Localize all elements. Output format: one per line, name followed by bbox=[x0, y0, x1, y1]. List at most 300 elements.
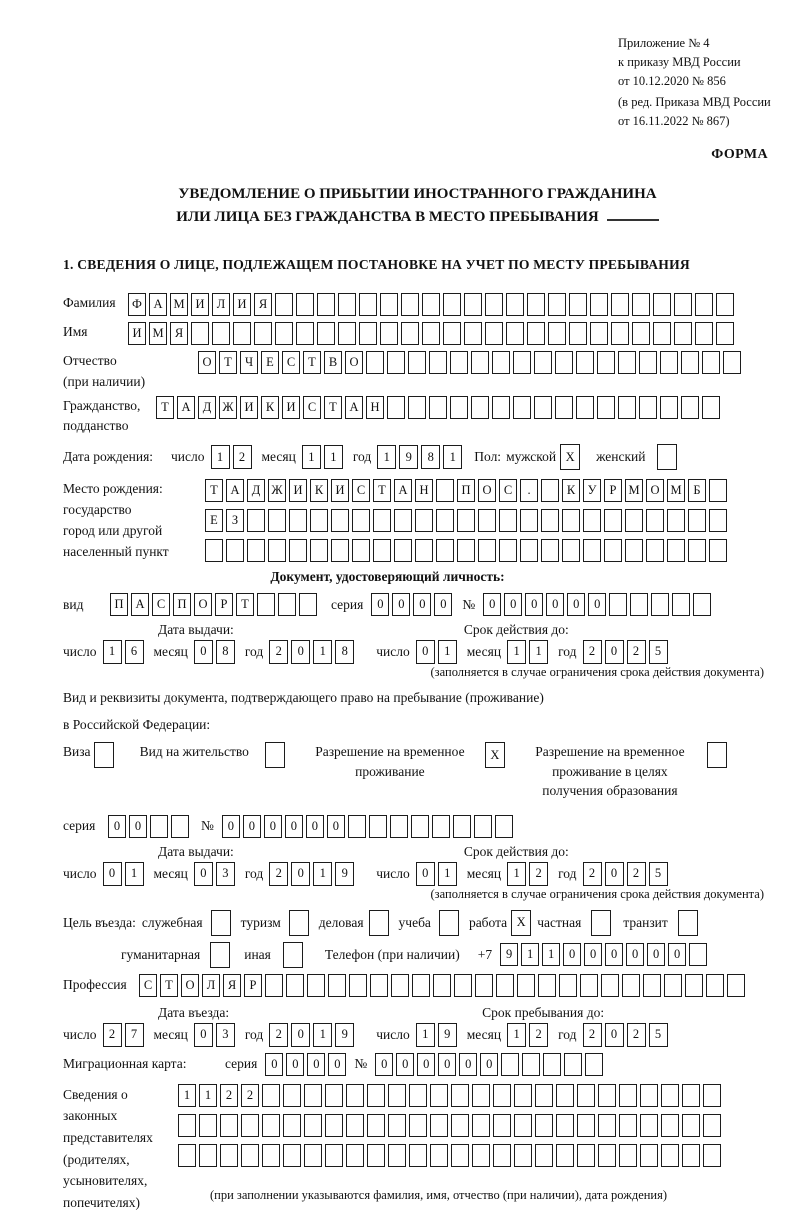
form-cell[interactable] bbox=[639, 351, 657, 374]
form-cell[interactable] bbox=[241, 1144, 259, 1167]
form-cell[interactable] bbox=[492, 396, 510, 419]
form-cell[interactable] bbox=[630, 593, 648, 616]
form-cell[interactable] bbox=[275, 293, 293, 316]
form-cell[interactable] bbox=[667, 539, 685, 562]
form-cell[interactable]: 0 bbox=[588, 593, 606, 616]
form-cell[interactable] bbox=[685, 974, 703, 997]
form-cell[interactable] bbox=[562, 539, 580, 562]
form-cell[interactable] bbox=[598, 1114, 616, 1137]
form-cell[interactable]: М bbox=[667, 479, 685, 502]
form-cell[interactable] bbox=[247, 509, 265, 532]
form-cell[interactable] bbox=[559, 974, 577, 997]
form-cell[interactable] bbox=[388, 1084, 406, 1107]
date-cell[interactable]: 1 bbox=[443, 445, 462, 469]
date-cell[interactable]: 0 bbox=[194, 640, 213, 664]
form-cell[interactable] bbox=[331, 509, 349, 532]
form-cell[interactable] bbox=[409, 1114, 427, 1137]
form-cell[interactable] bbox=[325, 1084, 343, 1107]
form-cell[interactable]: Н bbox=[366, 396, 384, 419]
form-cell[interactable] bbox=[564, 1053, 582, 1076]
date-cell[interactable]: 2 bbox=[269, 1023, 288, 1047]
form-cell[interactable]: О bbox=[198, 351, 216, 374]
form-cell[interactable]: З bbox=[226, 509, 244, 532]
form-cell[interactable] bbox=[359, 293, 377, 316]
date-cell[interactable]: 1 bbox=[313, 640, 332, 664]
form-cell[interactable]: С bbox=[499, 479, 517, 502]
form-cell[interactable]: Я bbox=[254, 293, 272, 316]
form-cell[interactable] bbox=[703, 1114, 721, 1137]
form-cell[interactable] bbox=[262, 1084, 280, 1107]
date-cell[interactable]: 2 bbox=[269, 640, 288, 664]
date-cell[interactable]: 0 bbox=[416, 862, 435, 886]
form-cell[interactable]: 2 bbox=[220, 1084, 238, 1107]
form-cell[interactable]: 1 bbox=[521, 943, 539, 966]
date-cell[interactable]: 2 bbox=[233, 445, 252, 469]
form-cell[interactable] bbox=[369, 815, 387, 838]
form-cell[interactable]: У bbox=[583, 479, 601, 502]
form-cell[interactable] bbox=[527, 322, 545, 345]
form-cell[interactable] bbox=[527, 293, 545, 316]
form-cell[interactable]: Ж bbox=[268, 479, 286, 502]
form-cell[interactable] bbox=[268, 509, 286, 532]
form-cell[interactable]: 0 bbox=[480, 1053, 498, 1076]
form-cell[interactable] bbox=[436, 479, 454, 502]
form-cell[interactable] bbox=[401, 293, 419, 316]
form-cell[interactable] bbox=[457, 539, 475, 562]
form-cell[interactable] bbox=[409, 1144, 427, 1167]
form-cell[interactable] bbox=[436, 539, 454, 562]
form-cell[interactable]: Е bbox=[261, 351, 279, 374]
date-cell[interactable]: 0 bbox=[605, 1023, 624, 1047]
date-cell[interactable]: 1 bbox=[103, 640, 122, 664]
form-cell[interactable] bbox=[349, 974, 367, 997]
date-cell[interactable]: 0 bbox=[291, 1023, 310, 1047]
form-cell[interactable]: 0 bbox=[459, 1053, 477, 1076]
form-cell[interactable] bbox=[496, 974, 514, 997]
form-cell[interactable]: Т bbox=[219, 351, 237, 374]
form-cell[interactable] bbox=[328, 974, 346, 997]
form-cell[interactable] bbox=[317, 322, 335, 345]
form-cell[interactable] bbox=[702, 351, 720, 374]
form-cell[interactable]: 0 bbox=[243, 815, 261, 838]
form-cell[interactable] bbox=[653, 293, 671, 316]
form-cell[interactable] bbox=[430, 1144, 448, 1167]
form-cell[interactable] bbox=[682, 1084, 700, 1107]
form-cell[interactable]: 0 bbox=[396, 1053, 414, 1076]
form-cell[interactable] bbox=[283, 1144, 301, 1167]
checkbox-cell[interactable] bbox=[439, 910, 459, 936]
form-cell[interactable] bbox=[283, 1084, 301, 1107]
form-cell[interactable]: А bbox=[345, 396, 363, 419]
date-cell[interactable]: 1 bbox=[211, 445, 230, 469]
form-cell[interactable] bbox=[660, 351, 678, 374]
form-cell[interactable]: 0 bbox=[129, 815, 147, 838]
form-cell[interactable] bbox=[394, 509, 412, 532]
form-cell[interactable] bbox=[622, 974, 640, 997]
form-cell[interactable] bbox=[367, 1144, 385, 1167]
form-cell[interactable]: Т bbox=[156, 396, 174, 419]
form-cell[interactable] bbox=[556, 1144, 574, 1167]
form-cell[interactable] bbox=[443, 322, 461, 345]
form-cell[interactable] bbox=[471, 351, 489, 374]
form-cell[interactable] bbox=[619, 1114, 637, 1137]
form-cell[interactable] bbox=[299, 593, 317, 616]
form-cell[interactable] bbox=[514, 1084, 532, 1107]
form-cell[interactable] bbox=[535, 1084, 553, 1107]
form-cell[interactable] bbox=[436, 509, 454, 532]
form-cell[interactable]: 0 bbox=[375, 1053, 393, 1076]
form-cell[interactable]: 0 bbox=[438, 1053, 456, 1076]
form-cell[interactable] bbox=[695, 322, 713, 345]
form-cell[interactable] bbox=[493, 1144, 511, 1167]
form-cell[interactable] bbox=[411, 815, 429, 838]
form-cell[interactable] bbox=[241, 1114, 259, 1137]
form-cell[interactable]: 0 bbox=[307, 1053, 325, 1076]
form-cell[interactable]: Л bbox=[202, 974, 220, 997]
form-cell[interactable] bbox=[576, 396, 594, 419]
form-cell[interactable]: 2 bbox=[241, 1084, 259, 1107]
form-cell[interactable]: 0 bbox=[647, 943, 665, 966]
form-cell[interactable]: 9 bbox=[500, 943, 518, 966]
form-cell[interactable]: И bbox=[191, 293, 209, 316]
form-cell[interactable] bbox=[296, 293, 314, 316]
checkbox-cell[interactable] bbox=[94, 742, 114, 768]
form-cell[interactable] bbox=[632, 293, 650, 316]
form-cell[interactable] bbox=[199, 1114, 217, 1137]
form-cell[interactable] bbox=[562, 509, 580, 532]
form-cell[interactable] bbox=[672, 593, 690, 616]
form-cell[interactable]: С bbox=[303, 396, 321, 419]
form-cell[interactable] bbox=[451, 1084, 469, 1107]
form-cell[interactable]: И bbox=[282, 396, 300, 419]
form-cell[interactable] bbox=[555, 351, 573, 374]
form-cell[interactable] bbox=[268, 539, 286, 562]
form-cell[interactable] bbox=[412, 974, 430, 997]
form-cell[interactable] bbox=[352, 509, 370, 532]
form-cell[interactable] bbox=[598, 1144, 616, 1167]
form-cell[interactable] bbox=[199, 1144, 217, 1167]
form-cell[interactable] bbox=[625, 509, 643, 532]
form-cell[interactable] bbox=[388, 1114, 406, 1137]
form-cell[interactable] bbox=[664, 974, 682, 997]
form-cell[interactable] bbox=[310, 539, 328, 562]
form-cell[interactable] bbox=[178, 1114, 196, 1137]
form-cell[interactable] bbox=[695, 293, 713, 316]
form-cell[interactable] bbox=[220, 1114, 238, 1137]
form-cell[interactable] bbox=[499, 509, 517, 532]
form-cell[interactable] bbox=[485, 293, 503, 316]
form-cell[interactable] bbox=[453, 815, 471, 838]
form-cell[interactable] bbox=[331, 539, 349, 562]
date-cell[interactable]: 2 bbox=[529, 862, 548, 886]
date-cell[interactable]: 2 bbox=[529, 1023, 548, 1047]
form-cell[interactable]: 0 bbox=[265, 1053, 283, 1076]
form-cell[interactable] bbox=[522, 1053, 540, 1076]
form-cell[interactable] bbox=[495, 815, 513, 838]
form-cell[interactable]: О bbox=[181, 974, 199, 997]
form-cell[interactable] bbox=[646, 509, 664, 532]
form-cell[interactable] bbox=[534, 351, 552, 374]
form-cell[interactable]: О bbox=[478, 479, 496, 502]
form-cell[interactable] bbox=[619, 1084, 637, 1107]
form-cell[interactable] bbox=[394, 539, 412, 562]
form-cell[interactable] bbox=[604, 509, 622, 532]
form-cell[interactable] bbox=[716, 322, 734, 345]
form-cell[interactable] bbox=[576, 351, 594, 374]
form-cell[interactable] bbox=[716, 293, 734, 316]
form-cell[interactable] bbox=[535, 1114, 553, 1137]
form-cell[interactable] bbox=[703, 1144, 721, 1167]
form-cell[interactable] bbox=[346, 1144, 364, 1167]
date-cell[interactable]: 8 bbox=[335, 640, 354, 664]
form-cell[interactable] bbox=[611, 293, 629, 316]
date-cell[interactable]: 9 bbox=[335, 862, 354, 886]
form-cell[interactable] bbox=[433, 974, 451, 997]
form-cell[interactable]: Н bbox=[415, 479, 433, 502]
form-cell[interactable] bbox=[304, 1114, 322, 1137]
form-cell[interactable] bbox=[380, 322, 398, 345]
checkbox-cell[interactable] bbox=[211, 910, 231, 936]
form-cell[interactable]: К bbox=[310, 479, 328, 502]
form-cell[interactable] bbox=[653, 322, 671, 345]
form-cell[interactable] bbox=[514, 1114, 532, 1137]
date-cell[interactable]: 8 bbox=[421, 445, 440, 469]
form-cell[interactable] bbox=[380, 293, 398, 316]
form-cell[interactable]: В bbox=[324, 351, 342, 374]
form-cell[interactable] bbox=[409, 1084, 427, 1107]
date-cell[interactable]: 1 bbox=[507, 640, 526, 664]
form-cell[interactable] bbox=[661, 1084, 679, 1107]
form-cell[interactable] bbox=[661, 1144, 679, 1167]
form-cell[interactable]: 0 bbox=[417, 1053, 435, 1076]
form-cell[interactable] bbox=[387, 351, 405, 374]
form-cell[interactable]: 0 bbox=[392, 593, 410, 616]
date-cell[interactable]: 1 bbox=[302, 445, 321, 469]
date-cell[interactable]: 0 bbox=[291, 640, 310, 664]
form-cell[interactable] bbox=[338, 322, 356, 345]
form-cell[interactable] bbox=[257, 593, 275, 616]
form-cell[interactable] bbox=[513, 351, 531, 374]
form-cell[interactable] bbox=[709, 479, 727, 502]
date-cell[interactable]: 5 bbox=[649, 1023, 668, 1047]
form-cell[interactable] bbox=[247, 539, 265, 562]
date-cell[interactable]: 0 bbox=[416, 640, 435, 664]
form-cell[interactable] bbox=[520, 509, 538, 532]
form-cell[interactable] bbox=[723, 351, 741, 374]
form-cell[interactable] bbox=[346, 1114, 364, 1137]
form-cell[interactable] bbox=[609, 593, 627, 616]
form-cell[interactable]: 0 bbox=[504, 593, 522, 616]
date-cell[interactable]: 1 bbox=[438, 640, 457, 664]
form-cell[interactable]: Т bbox=[205, 479, 223, 502]
form-cell[interactable]: А bbox=[177, 396, 195, 419]
checkbox-cell[interactable] bbox=[210, 942, 230, 968]
form-cell[interactable] bbox=[450, 351, 468, 374]
form-cell[interactable]: Р bbox=[604, 479, 622, 502]
form-cell[interactable]: И bbox=[128, 322, 146, 345]
date-cell[interactable]: 9 bbox=[399, 445, 418, 469]
form-cell[interactable] bbox=[601, 974, 619, 997]
date-cell[interactable]: 2 bbox=[627, 862, 646, 886]
form-cell[interactable]: А bbox=[226, 479, 244, 502]
form-cell[interactable] bbox=[472, 1084, 490, 1107]
form-cell[interactable]: Е bbox=[205, 509, 223, 532]
date-cell[interactable]: 6 bbox=[125, 640, 144, 664]
date-cell[interactable]: 2 bbox=[627, 1023, 646, 1047]
form-cell[interactable]: Ж bbox=[219, 396, 237, 419]
form-cell[interactable] bbox=[401, 322, 419, 345]
form-cell[interactable]: 1 bbox=[542, 943, 560, 966]
form-cell[interactable] bbox=[693, 593, 711, 616]
date-cell[interactable]: 2 bbox=[103, 1023, 122, 1047]
form-cell[interactable] bbox=[296, 322, 314, 345]
form-cell[interactable]: М bbox=[625, 479, 643, 502]
form-cell[interactable] bbox=[475, 974, 493, 997]
form-cell[interactable] bbox=[464, 322, 482, 345]
form-cell[interactable] bbox=[485, 322, 503, 345]
form-cell[interactable] bbox=[640, 1144, 658, 1167]
form-cell[interactable] bbox=[430, 1114, 448, 1137]
form-cell[interactable] bbox=[556, 1084, 574, 1107]
date-cell[interactable]: 2 bbox=[627, 640, 646, 664]
checkbox-cell[interactable] bbox=[678, 910, 698, 936]
form-cell[interactable]: П bbox=[110, 593, 128, 616]
date-cell[interactable]: 2 bbox=[583, 1023, 602, 1047]
form-cell[interactable] bbox=[590, 293, 608, 316]
form-cell[interactable]: Т bbox=[236, 593, 254, 616]
form-cell[interactable] bbox=[415, 539, 433, 562]
form-cell[interactable]: 0 bbox=[563, 943, 581, 966]
form-cell[interactable]: С bbox=[139, 974, 157, 997]
form-cell[interactable]: С bbox=[352, 479, 370, 502]
checkbox-cell[interactable] bbox=[283, 942, 303, 968]
form-cell[interactable] bbox=[499, 539, 517, 562]
form-cell[interactable]: С bbox=[152, 593, 170, 616]
date-cell[interactable]: 5 bbox=[649, 862, 668, 886]
form-cell[interactable] bbox=[472, 1144, 490, 1167]
form-cell[interactable] bbox=[205, 539, 223, 562]
form-cell[interactable] bbox=[493, 1084, 511, 1107]
form-cell[interactable] bbox=[541, 539, 559, 562]
form-cell[interactable] bbox=[275, 322, 293, 345]
form-cell[interactable]: 1 bbox=[178, 1084, 196, 1107]
form-cell[interactable] bbox=[478, 539, 496, 562]
form-cell[interactable]: К bbox=[261, 396, 279, 419]
form-cell[interactable]: 0 bbox=[264, 815, 282, 838]
form-cell[interactable] bbox=[556, 1114, 574, 1137]
date-cell[interactable]: 0 bbox=[291, 862, 310, 886]
form-cell[interactable]: Т bbox=[373, 479, 391, 502]
checkbox-cell[interactable]: X bbox=[511, 910, 531, 936]
form-cell[interactable] bbox=[226, 539, 244, 562]
form-cell[interactable]: П bbox=[173, 593, 191, 616]
form-cell[interactable] bbox=[451, 1114, 469, 1137]
form-cell[interactable] bbox=[538, 974, 556, 997]
form-cell[interactable] bbox=[178, 1144, 196, 1167]
form-cell[interactable] bbox=[265, 974, 283, 997]
form-cell[interactable] bbox=[535, 1144, 553, 1167]
form-cell[interactable] bbox=[346, 1084, 364, 1107]
form-cell[interactable]: Я bbox=[223, 974, 241, 997]
form-cell[interactable] bbox=[450, 396, 468, 419]
form-cell[interactable] bbox=[597, 396, 615, 419]
date-cell[interactable]: 1 bbox=[529, 640, 548, 664]
checkbox-cell[interactable]: X bbox=[560, 444, 580, 470]
form-cell[interactable] bbox=[307, 974, 325, 997]
date-cell[interactable]: 1 bbox=[313, 862, 332, 886]
form-cell[interactable]: А bbox=[394, 479, 412, 502]
form-cell[interactable] bbox=[359, 322, 377, 345]
form-cell[interactable]: Р bbox=[215, 593, 233, 616]
form-cell[interactable]: 0 bbox=[434, 593, 452, 616]
form-cell[interactable] bbox=[454, 974, 472, 997]
form-cell[interactable] bbox=[541, 509, 559, 532]
form-cell[interactable]: Б bbox=[688, 479, 706, 502]
form-cell[interactable] bbox=[451, 1144, 469, 1167]
form-cell[interactable] bbox=[689, 943, 707, 966]
form-cell[interactable] bbox=[220, 1144, 238, 1167]
form-cell[interactable] bbox=[646, 539, 664, 562]
date-cell[interactable]: 1 bbox=[324, 445, 343, 469]
form-cell[interactable] bbox=[212, 322, 230, 345]
form-cell[interactable]: И bbox=[289, 479, 307, 502]
checkbox-cell[interactable] bbox=[289, 910, 309, 936]
form-cell[interactable] bbox=[674, 293, 692, 316]
form-cell[interactable] bbox=[682, 1144, 700, 1167]
form-cell[interactable] bbox=[619, 1144, 637, 1167]
form-cell[interactable] bbox=[338, 293, 356, 316]
form-cell[interactable]: П bbox=[457, 479, 475, 502]
form-cell[interactable] bbox=[317, 293, 335, 316]
form-cell[interactable] bbox=[709, 509, 727, 532]
form-cell[interactable] bbox=[569, 322, 587, 345]
form-cell[interactable] bbox=[534, 396, 552, 419]
form-cell[interactable] bbox=[506, 293, 524, 316]
form-cell[interactable] bbox=[348, 815, 366, 838]
form-cell[interactable] bbox=[569, 293, 587, 316]
form-cell[interactable]: Д bbox=[198, 396, 216, 419]
date-cell[interactable]: 2 bbox=[269, 862, 288, 886]
form-cell[interactable] bbox=[667, 509, 685, 532]
form-cell[interactable]: 0 bbox=[567, 593, 585, 616]
form-cell[interactable] bbox=[472, 1114, 490, 1137]
form-cell[interactable] bbox=[471, 396, 489, 419]
date-cell[interactable]: 0 bbox=[194, 862, 213, 886]
form-cell[interactable] bbox=[283, 1114, 301, 1137]
form-cell[interactable] bbox=[443, 293, 461, 316]
form-cell[interactable]: 0 bbox=[605, 943, 623, 966]
form-cell[interactable]: . bbox=[520, 479, 538, 502]
date-cell[interactable]: 1 bbox=[507, 862, 526, 886]
form-cell[interactable] bbox=[709, 539, 727, 562]
form-cell[interactable] bbox=[352, 539, 370, 562]
date-cell[interactable]: 7 bbox=[125, 1023, 144, 1047]
form-cell[interactable]: Я bbox=[170, 322, 188, 345]
form-cell[interactable] bbox=[262, 1114, 280, 1137]
form-cell[interactable]: 1 bbox=[199, 1084, 217, 1107]
form-cell[interactable] bbox=[517, 974, 535, 997]
form-cell[interactable] bbox=[598, 1084, 616, 1107]
date-cell[interactable]: 2 bbox=[583, 862, 602, 886]
date-cell[interactable]: 0 bbox=[605, 640, 624, 664]
form-cell[interactable] bbox=[304, 1144, 322, 1167]
form-cell[interactable]: А bbox=[149, 293, 167, 316]
form-cell[interactable]: Т bbox=[303, 351, 321, 374]
form-cell[interactable]: Д bbox=[247, 479, 265, 502]
form-cell[interactable] bbox=[640, 1084, 658, 1107]
form-cell[interactable] bbox=[618, 396, 636, 419]
form-cell[interactable] bbox=[577, 1144, 595, 1167]
